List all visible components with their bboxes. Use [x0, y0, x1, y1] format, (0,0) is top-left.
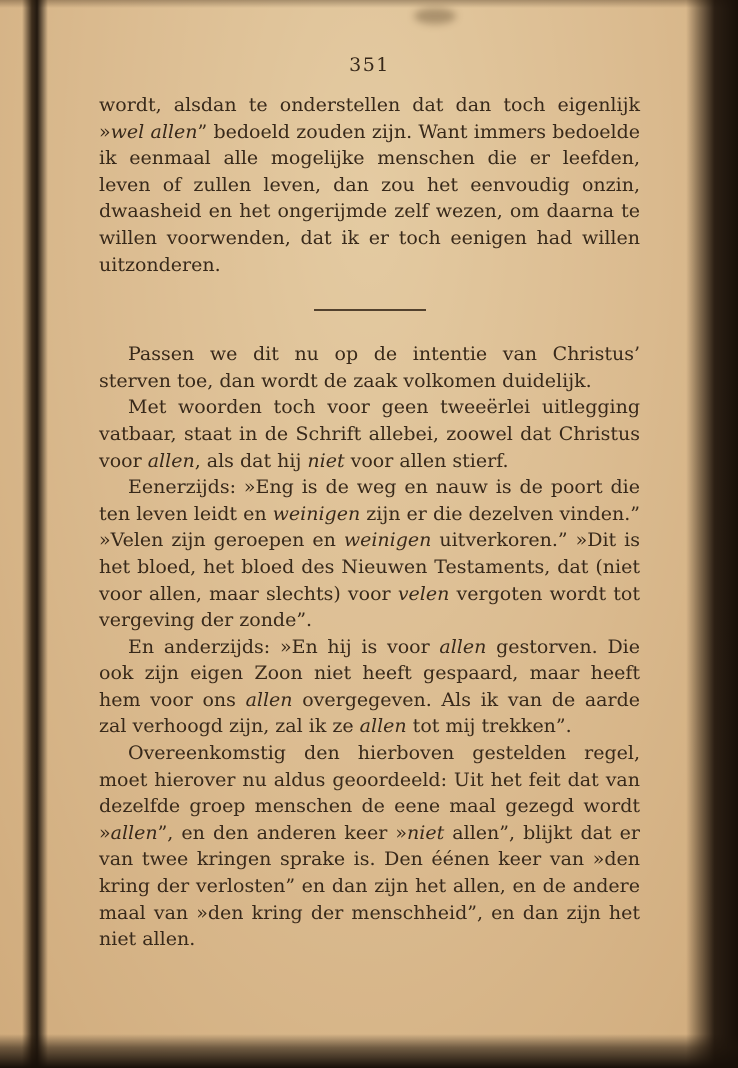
- italic-text-run: wel allen: [110, 120, 198, 143]
- italic-text-run: allen: [147, 449, 195, 472]
- text-run: vergoten wordt tot vergeving der zonde”.: [99, 582, 640, 632]
- paragraph: [99, 474, 640, 634]
- paragraph: [99, 394, 640, 474]
- binding-shadow-left: [22, 0, 48, 1068]
- text-run: overgegeven. Als ik van de aarde zal verhoogd zijn, zal ik ze: [99, 688, 640, 738]
- text-run: tot mij trekken”.: [406, 715, 572, 738]
- text-run: ”, en den anderen keer »: [157, 821, 408, 844]
- italic-text-run: allen: [359, 715, 407, 738]
- text-run: ” bedoeld zouden zijn. Want immers bedoelde ik eenmaal alle mogelijke menschen die er leefden, leven of zullen leven, dan zou het eenvoudig onzin, dwaasheid en het ongerijmde zelf wezen, om daarna te willen voorwenden, dat ik er toch eenigen had willen uitzonderen.: [99, 120, 640, 276]
- paragraph: [99, 92, 640, 278]
- italic-text-run: niet: [307, 449, 345, 472]
- page-edge-shadow-bottom: [0, 1034, 738, 1068]
- page-text-column: [99, 92, 640, 953]
- paragraph: [99, 740, 640, 953]
- text-run: Passen we dit nu op de intentie van Christus’ sterven toe, dan wordt de zaak volkomen duidelijk.: [99, 343, 640, 392]
- text-run: Eenerzijds: »Eng is de weg en nauw is de poort die ten leven leidt en: [99, 476, 640, 525]
- text-run: gestorven. Die ook zijn eigen Zoon niet heeft gespaard, maar heeft hem voor ons: [99, 635, 640, 711]
- text-run: , als dat hij: [194, 449, 308, 472]
- italic-text-run: weinigen: [343, 529, 432, 552]
- text-run: Met woorden toch voor geen tweeërlei uitlegging vatbaar, staat in de Schrift allebei, zoowel dat Christus voor: [99, 396, 640, 472]
- text-run: Overeenkomstig den hierboven gestelden regel, moet hierover nu aldus geoordeeld: Uit het feit dat van dezelfde groep menschen de eene maal gezegd wordt »: [99, 742, 640, 844]
- text-run: uitverkoren.” »Dit is het bloed, het bloed des Nieuwen Testaments, dat (niet voor allen, maar slechts) voor: [99, 529, 641, 605]
- italic-text-run: velen: [397, 582, 450, 605]
- text-run: allen”, blijkt dat er van twee kringen sprake is. Den éénen keer van »den kring der verlosten” en dan zijn het allen, en de andere maal van »den kring der menschheid”, en dan zijn het niet allen.: [99, 821, 640, 951]
- italic-text-run: allen: [110, 821, 158, 844]
- text-run: voor allen stierf.: [344, 449, 509, 472]
- paragraph: [99, 634, 640, 740]
- italic-text-run: weinigen: [272, 502, 361, 525]
- page-number: 351: [349, 54, 390, 76]
- text-run: zijn er die dezelven vinden.” »Velen zijn geroepen en: [99, 502, 640, 552]
- paragraph: [99, 341, 640, 394]
- text-run: wordt, alsdan te onderstellen dat dan toch eigenlijk »: [99, 94, 640, 143]
- page-edge-shadow-top: [0, 0, 738, 8]
- section-divider: [314, 309, 426, 311]
- page-edge-shadow-right: [686, 0, 738, 1068]
- italic-text-run: allen: [245, 688, 293, 711]
- scan-smudge: [414, 8, 456, 24]
- italic-text-run: niet: [407, 821, 445, 844]
- italic-text-run: allen: [439, 635, 487, 658]
- text-run: En anderzijds: »En hij is voor: [128, 635, 440, 658]
